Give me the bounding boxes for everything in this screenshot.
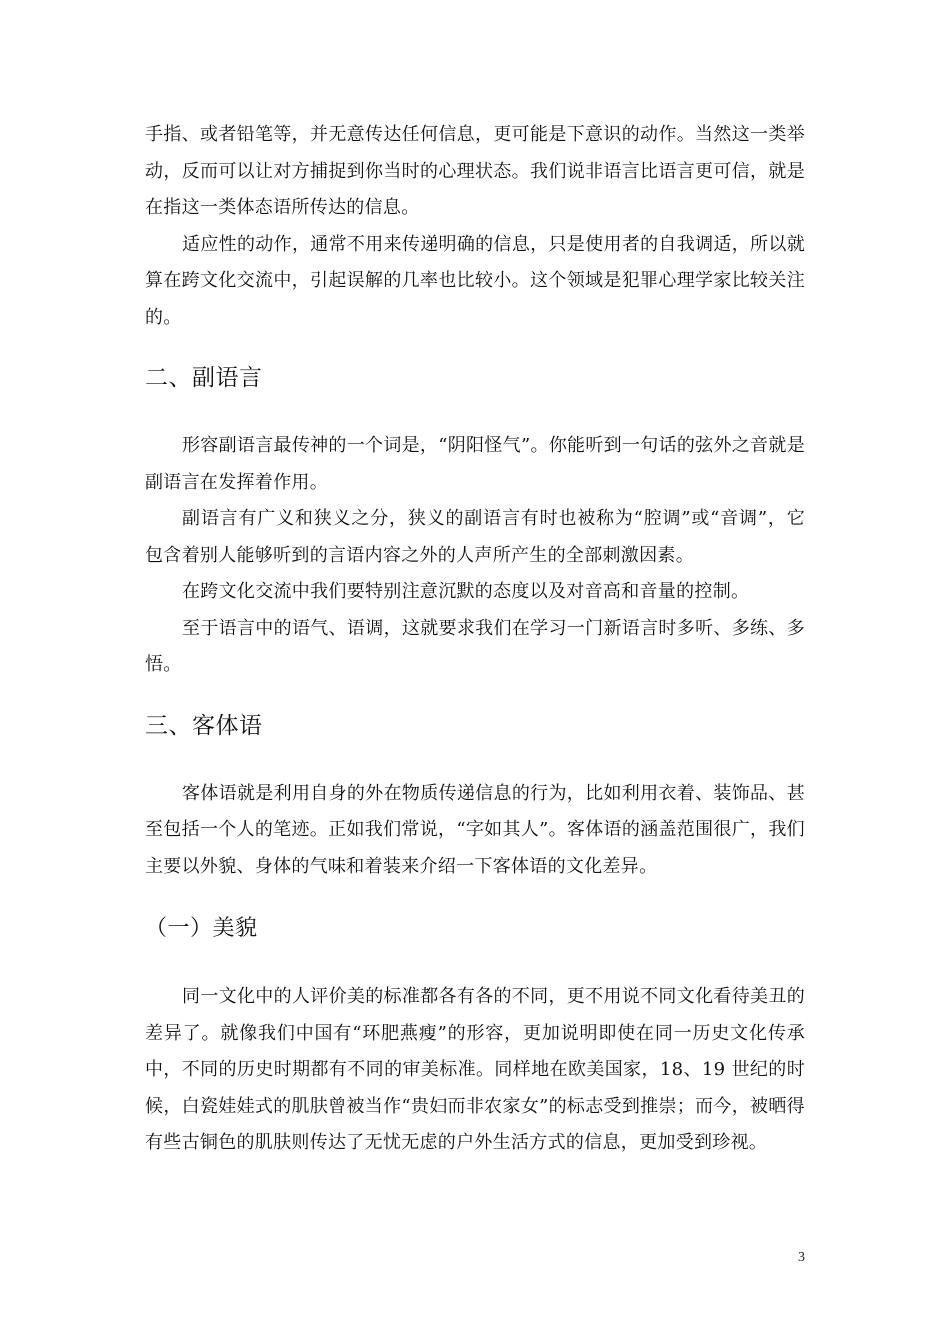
paragraph-beauty-standards: 同一文化中的人评价美的标准都各有各的不同，更不用说不同文化看待美丑的差异了。就像我们中国有“环肥燕瘦”的形容，更加说明即使在同一历史文化传承中，不同的历史时期都有不同的审美标准。同样地在欧美国家，18、19 世纪的时候，白瓷娃娃式的肌肤曾被当作“贵妇而非农家女”的标志受到推崇；而今，被晒得有些古铜色的肌肤则传达了无忧无虑的户外生活方式的信息，更加受到珍视。 — [145, 986, 805, 1153]
paragraph-adaptive-actions: 适应性的动作，通常不用来传递明确的信息，只是使用者的自我调适，所以就算在跨文化交流中，引起误解的几率也比较小。这个领域是犯罪心理学家比较关注的。 — [145, 233, 805, 328]
paragraph-unconscious-gestures: 手指、或者铅笔等，并无意传达任何信息，更可能是下意识的动作。当然这一类举动，反而可以让对方捕捉到你当时的心理状态。我们说非语言比语言更可信，就是在指这一类体态语所传达的信息。 — [145, 124, 805, 218]
paragraph-object-language-definition: 客体语就是利用自身的外在物质传递信息的行为，比如利用衣着、装饰品、甚至包括一个人的笔迹。正如我们常说，“字如其人”。客体语的涵盖范围很广，我们主要以外貌、身体的气味和着装来介绍一下客体语的文化差异。 — [145, 782, 805, 877]
paragraph-paralanguage-types: 副语言有广义和狭义之分，狭义的副语言有时也被称为“腔调”或“音调”，它包含着别人能够听到的言语内容之外的人声所产生的全部刺激因素。 — [145, 508, 805, 566]
subsection-heading-appearance: （一）美貌 — [145, 916, 258, 941]
section-heading-object-language: 三、客体语 — [145, 712, 263, 739]
paragraph-tone-learning: 至于语言中的语气、语调，这就要求我们在学习一门新语言时多听、多练、多悟。 — [145, 617, 805, 675]
section-heading-paralanguage: 二、副语言 — [145, 365, 263, 391]
paragraph-paralanguage-definition: 形容副语言最传神的一个词是，“阴阳怪气”。你能听到一句话的弦外之音就是副语言在发挥着作用。 — [145, 435, 805, 493]
page-body — [145, 117, 805, 1162]
paragraph-silence-volume: 在跨文化交流中我们要特别注意沉默的态度以及对音高和音量的控制。 — [182, 581, 750, 602]
page-number: 3 — [798, 1250, 805, 1265]
